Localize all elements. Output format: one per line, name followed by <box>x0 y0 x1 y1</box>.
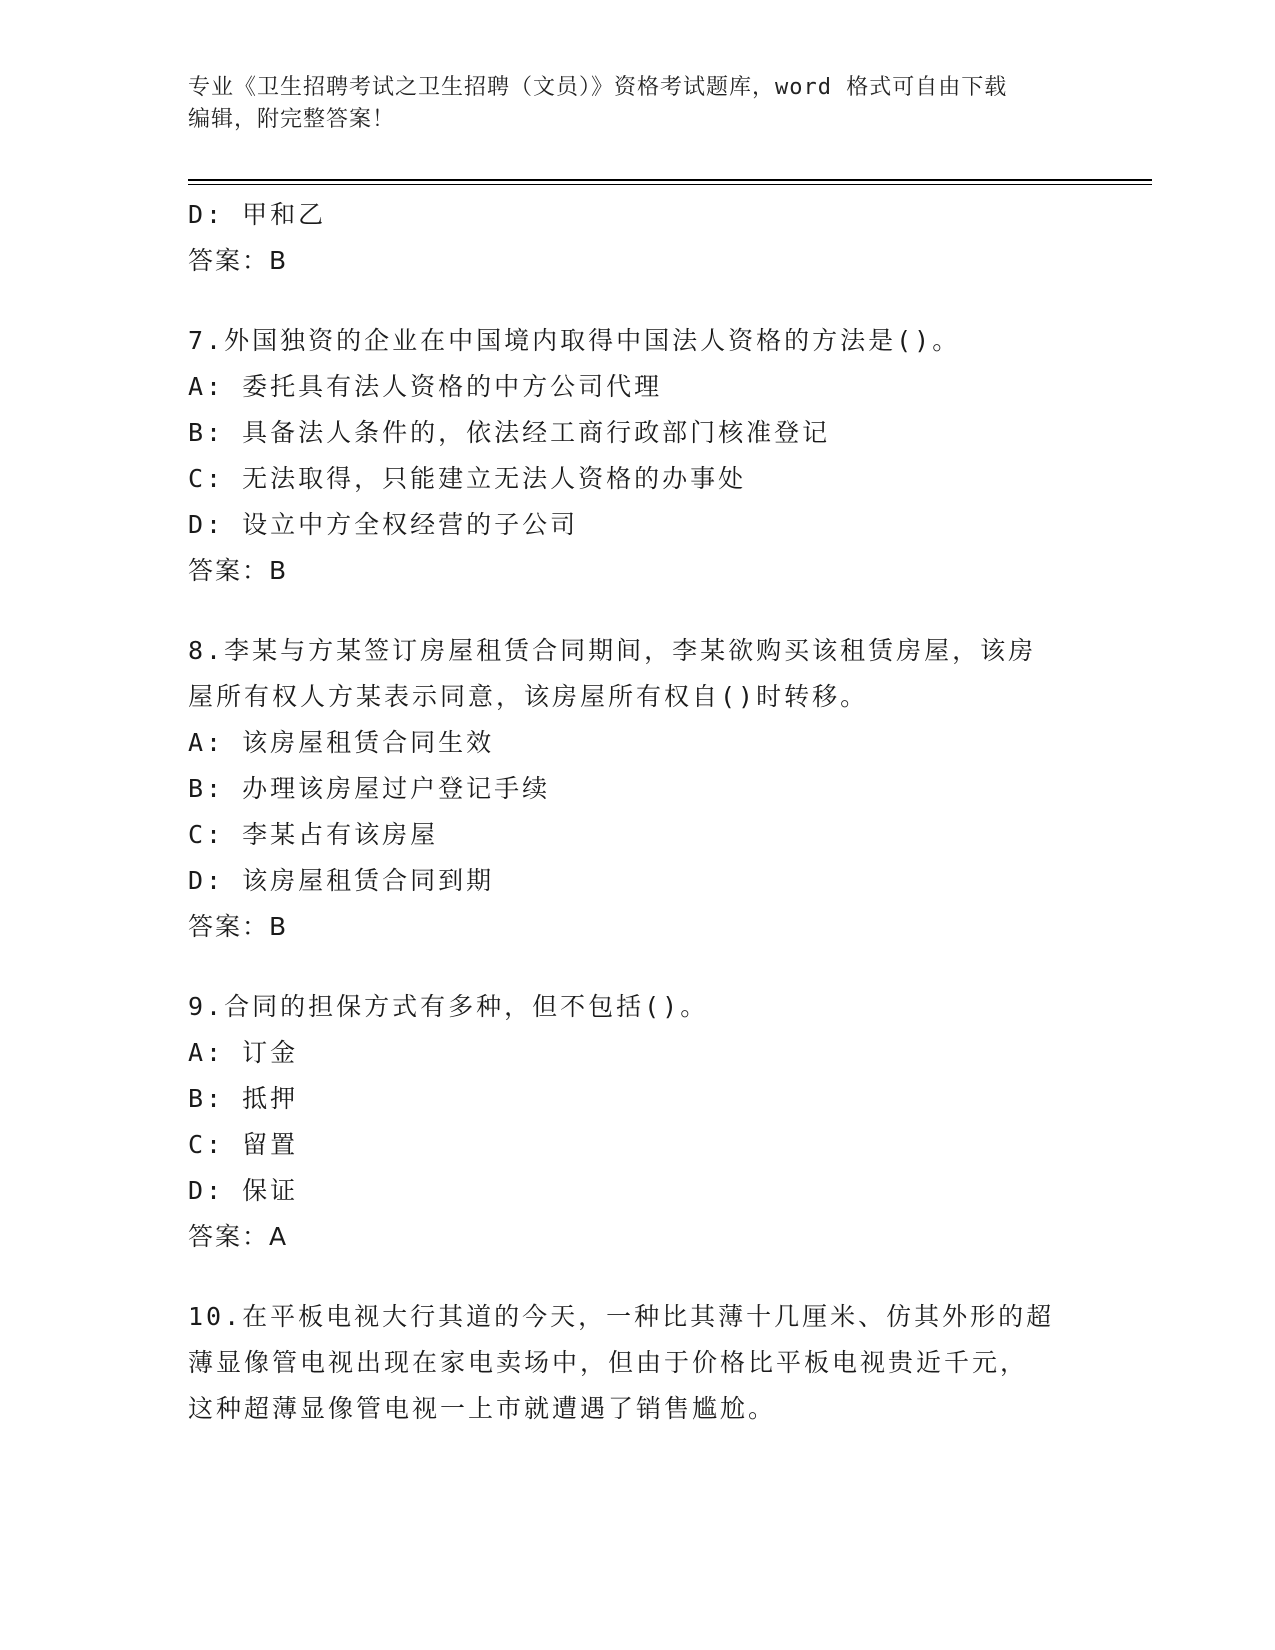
answer-line <box>188 1214 1088 1260</box>
partial-question <box>188 192 1088 284</box>
answer-line <box>188 548 1088 594</box>
document-header <box>188 72 1068 136</box>
answer-label: 答案： <box>188 556 270 585</box>
question-content <box>188 192 1088 1432</box>
option-c: C: 李某占有该房屋 <box>188 820 439 849</box>
question-stem-line: 8.李某与方某签订房屋租赁合同期间，李某欲购买该租赁房屋，该房 <box>188 636 1037 665</box>
option-a: A: 订金 <box>188 1038 299 1067</box>
answer-label: 答案： <box>188 1222 270 1251</box>
answer-value: B <box>269 246 288 275</box>
option-b: B: 具备法人条件的，依法经工商行政部门核准登记 <box>188 418 831 447</box>
question-stem-line: 10.在平板电视大行其道的今天，一种比其薄十几厘米、仿其外形的超 <box>188 1302 1055 1331</box>
answer-line <box>188 238 1088 284</box>
question-stem-line: 7.外国独资的企业在中国境内取得中国法人资格的方法是()。 <box>188 326 961 355</box>
option-d: D: 保证 <box>188 1176 299 1205</box>
option-b: B: 办理该房屋过户登记手续 <box>188 774 551 803</box>
answer-label: 答案： <box>188 912 270 941</box>
option-a: A: 该房屋租赁合同生效 <box>188 728 495 757</box>
answer-value: B <box>269 912 288 941</box>
answer-value: A <box>269 1222 288 1251</box>
header-text: 专业《卫生招聘考试之卫生招聘（文员）》资格考试题库，word 格式可自由下载 编辑，附完整答案！ <box>188 75 1008 132</box>
option-d: D: 设立中方全权经营的子公司 <box>188 510 579 539</box>
question-stem-line: 这种超薄显像管电视一上市就遭遇了销售尴尬。 <box>188 1394 777 1423</box>
option-a: A: 委托具有法人资格的中方公司代理 <box>188 372 663 401</box>
option-d: D: 该房屋租赁合同到期 <box>188 866 495 895</box>
question-list <box>188 318 1088 1432</box>
question-block <box>188 1294 1088 1432</box>
question-block <box>188 984 1088 1260</box>
question-stem-line: 薄显像管电视出现在家电卖场中，但由于价格比平板电视贵近千元， <box>188 1348 1029 1377</box>
option-d: D: 甲和乙 <box>188 200 327 229</box>
option-b: B: 抵押 <box>188 1084 299 1113</box>
answer-value: B <box>269 556 288 585</box>
answer-line <box>188 904 1088 950</box>
question-stem-line: 屋所有权人方某表示同意，该房屋所有权自()时转移。 <box>188 682 869 711</box>
answer-label: 答案： <box>188 246 270 275</box>
option-c: C: 留置 <box>188 1130 299 1159</box>
question-block <box>188 628 1088 950</box>
header-rule-thick <box>188 179 1152 181</box>
question-block <box>188 318 1088 594</box>
option-c: C: 无法取得，只能建立无法人资格的办事处 <box>188 464 747 493</box>
header-rule-thin <box>188 184 1152 185</box>
question-stem-line: 9.合同的担保方式有多种，但不包括()。 <box>188 992 709 1021</box>
